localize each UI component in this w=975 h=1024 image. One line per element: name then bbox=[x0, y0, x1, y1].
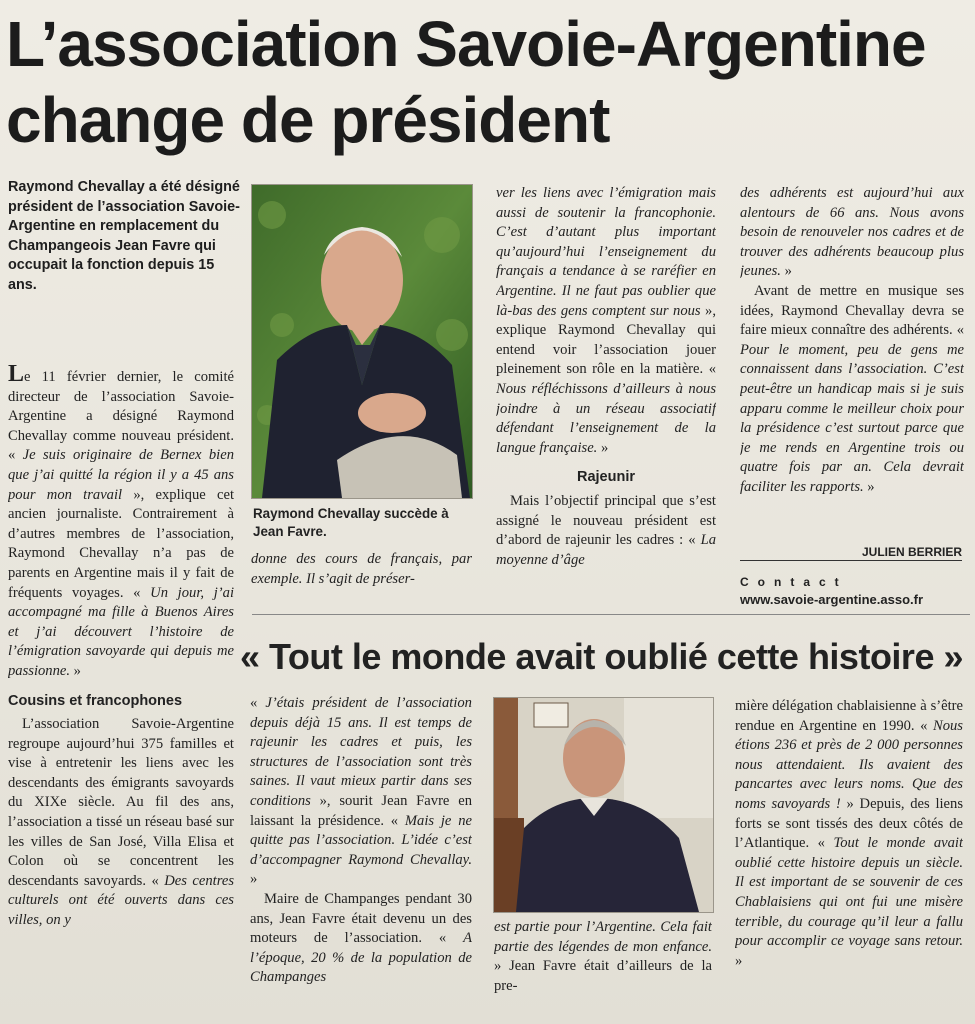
photo-caption-1: Raymond Chevallay succède à Jean Favre. bbox=[253, 506, 449, 539]
drop-cap: L bbox=[8, 362, 25, 387]
photo-jean-favre bbox=[493, 697, 714, 913]
article-column-1 bbox=[8, 362, 234, 1024]
col1-paragraph-1: Le 11 février dernier, le comité directeur de l’association Savoie-Argentine a désigné Raymond Chevallay comme nouveau président. « Je suis originaire de Bernex bien que j’ai quitté la région il y a 45 ans pour mon travail », explique cet ancien journaliste. Contrairement à d’autres membres de l’association, Raymond Chevallay n’a pas de parents en Argentine mais il y fait de fréquents voyages. « Un jour, j’ai accompagné ma fille à Buenos Aires et j’ai découvert l’histoire de l’émigration savoyarde qui depuis me passionne. » bbox=[8, 362, 234, 679]
portrait-image-2 bbox=[494, 698, 713, 912]
col3-paragraph-1: ver les liens avec l’émigration mais aussi de soutenir la francophonie. C’est d’autant plus important qu’aujourd’hui l’enseignement du français a tendance à se raréfier en Argentine. Il ne faut pas oublier que là-bas des gens comptent sur nous », explique Raymond Chevallay qui entend voir l’association jouer pleinement son rôle en la matière. « Nous réfléchissons d’ailleurs à nous joindre à un réseau associatif défendant l’enseignement de la langue française. » bbox=[496, 185, 716, 456]
col5-paragraph-2: Maire de Champanges pendant 30 ans, Jean Favre était devenu un des moteurs de l’association. « A l’époque, 20 % de la population de Champanges bbox=[250, 890, 472, 986]
portrait-image bbox=[252, 185, 472, 498]
article-column-3 bbox=[496, 184, 716, 612]
col2-paragraph: donne des cours de français, par exemple. Il s’agit de préser- bbox=[251, 551, 472, 587]
section-divider bbox=[252, 614, 970, 615]
col7-paragraph: mière délégation chablaisienne à s’être rendue en Argentine en 1990. « Nous étions 236 et près de 2 000 personnes nous attendaient. Ils avaient des pancartes avec leurs noms. Que des noms savoyards ! » Depuis, des liens forts se sont tissés des deux côtés de l’Atlantique. « Tout le monde avait oublié cette histoire depuis un siècle. Il est important de se souvenir de ces Chablaisiens qui ont fui une misère terrible, du courage qu’il leur a fallu pour accomplir ce voyage sans retour. » bbox=[735, 698, 963, 969]
col4-paragraph-1: des adhérents est aujourd’hui aux alentours de 66 ans. Nous avons besoin de renouveler nos cadres et de trouver des adhérents beaucoup plus jeunes. » bbox=[740, 185, 964, 280]
article-column-5 bbox=[250, 694, 472, 1020]
photo-raymond-chevallay bbox=[251, 184, 473, 499]
col1-paragraph-2: L’association Savoie-Argentine regroupe aujourd’hui 375 familles et vise à entretenir les liens avec les descendants des émigrants savoyards du XIXe siècle. Au fil des ans, l’association a tissé un réseau basé sur les villes de San José, Villa Elisa et Colon où se concentrent les descendants savoyards. « Des centres culturels ont été ouverts dans ces villes, on y bbox=[8, 716, 234, 929]
col3-paragraph-2: Mais l’objectif principal que s’est assigné le nouveau président est d’abord de rajeunir les cadres : « La moyenne d’âge bbox=[496, 492, 716, 568]
headline: L’association Savoie-Argentine change de président bbox=[6, 8, 926, 156]
article-column-2 bbox=[251, 550, 472, 610]
subhead-rajeunir: Rajeunir bbox=[576, 469, 635, 486]
contact-label: Contact bbox=[740, 575, 848, 589]
article-column-6 bbox=[494, 918, 712, 1020]
subhead-cousins: Cousins et francophones bbox=[8, 692, 183, 709]
col6-paragraph: est partie pour l’Argentine. Cela fait partie des légendes de mon enfance. » Jean Favre était d’ailleurs de la pre- bbox=[494, 919, 712, 994]
article-column-7 bbox=[735, 697, 963, 1020]
pull-quote: « Tout le monde avait oublié cette histoire » bbox=[240, 636, 963, 677]
col4-paragraph-2: Avant de mettre en musique ses idées, Raymond Chevallay devra se faire mieux connaître des adhérents. « Pour le moment, peu de gens me connaissent dans l’association. C’est peut-être un handicap mais si je suis apparu comme le meilleur choix pour la présidence c’est surtout parce que je me rends en Argentine trois ou quatre fois par an. Cela devrait faciliter les rapports. » bbox=[740, 282, 964, 495]
col5-paragraph-1: « J’étais président de l’association depuis déjà 15 ans. Il est temps de rajeunir les cadres et puis, les structures de l’association sont très saines. Il vaut mieux partir dans ses conditions », sourit Jean Favre en laissant la présidence. « Mais je ne quitte pas l’association. L’idée c’est d’accompagner Raymond Chevallay. » bbox=[250, 695, 472, 888]
contact-url: www.savoie-argentine.asso.fr bbox=[740, 592, 924, 607]
lead-paragraph: Raymond Chevallay a été désigné président de l’association Savoie-Argentine en remplacement du Champangeois Jean Favre qui occupait la fonction depuis 15 ans. bbox=[8, 179, 240, 293]
author-signature: JULIEN BERRIER bbox=[740, 545, 962, 561]
article-column-4 bbox=[740, 184, 964, 544]
